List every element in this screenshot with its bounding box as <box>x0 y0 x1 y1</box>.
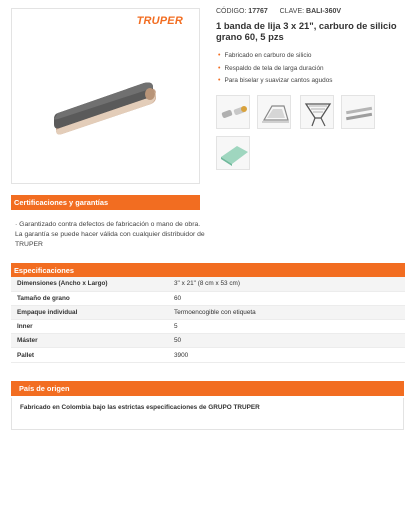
metal-bars-thumb[interactable] <box>341 95 375 129</box>
spec-value: 3900 <box>174 348 405 362</box>
spec-label: Empaque individual <box>11 305 174 319</box>
spec-value: Termoencogible con etiqueta <box>174 305 405 319</box>
guarantee-bullet: · <box>15 221 18 228</box>
certifications-heading: Certificaciones y garantías <box>11 195 200 210</box>
spec-label: Tamaño de grano <box>11 291 174 305</box>
product-image-panel <box>11 8 200 184</box>
product-title: 1 banda de lija 3 x 21", carburo de silicio grano 60, 5 pzs <box>216 20 397 42</box>
spec-value: 60 <box>174 291 405 305</box>
origin-panel <box>11 398 404 430</box>
spec-label: Inner <box>11 320 174 334</box>
specs-heading: Especificaciones <box>11 263 405 278</box>
spec-value: 3" x 21" (8 cm x 53 cm) <box>174 277 405 291</box>
product-meta <box>216 8 341 15</box>
table-row <box>11 320 405 334</box>
spec-value: 50 <box>174 334 405 348</box>
feature-item <box>218 63 332 76</box>
chair-frame-icon <box>301 96 335 130</box>
glass-sheet-icon <box>217 137 251 171</box>
guarantee-text <box>15 220 205 250</box>
glass-sheet-thumb[interactable] <box>216 136 250 170</box>
spec-label: Pallet <box>11 348 174 362</box>
pipe-fittings-icon <box>217 96 251 130</box>
table-row <box>11 277 405 291</box>
origin-heading: País de origen <box>11 381 404 396</box>
table-row <box>11 291 405 305</box>
feature-text: Respaldo de tela de larga duración <box>224 64 324 72</box>
specs-table <box>11 277 405 363</box>
table-row <box>11 334 405 348</box>
feature-text: Fabricado en carburo de silicio <box>224 52 312 59</box>
spec-label: Máster <box>11 334 174 348</box>
origin-text: Fabricado en Colombia bajo las estrictas especificaciones de GRUPO TRUPER <box>20 404 260 411</box>
sander-icon <box>258 96 292 130</box>
feature-item <box>218 50 332 63</box>
pipe-fittings-thumb[interactable] <box>216 95 250 129</box>
guarantee-body: Garantizado contra defectos de fabricación o mano de obra. La garantía se puede hacer válida con cualquier distribuidor de TRUPER <box>15 221 205 248</box>
sanding-belt-image <box>52 79 162 139</box>
product-code: 17767 <box>248 8 268 15</box>
bullet-icon: • <box>218 52 221 59</box>
table-row <box>11 305 405 319</box>
product-key: BALI-360V <box>306 8 342 15</box>
table-row <box>11 348 405 362</box>
bullet-icon: • <box>218 77 221 84</box>
feature-item <box>218 75 332 88</box>
spec-value: 5 <box>174 320 405 334</box>
spec-label: Dimensiones (Ancho x Largo) <box>11 277 174 291</box>
truper-logo: TRUPER <box>136 15 183 27</box>
bullet-icon: • <box>218 64 221 72</box>
key-label: CLAVE: <box>279 8 305 15</box>
feature-text: Para biselar y suavizar cantos agudos <box>224 77 333 84</box>
metal-bars-icon <box>342 96 376 130</box>
sander-thumb[interactable] <box>257 95 291 129</box>
chair-frame-thumb[interactable] <box>300 95 334 129</box>
feature-list <box>218 50 332 88</box>
code-label: CÓDIGO: <box>216 8 247 15</box>
